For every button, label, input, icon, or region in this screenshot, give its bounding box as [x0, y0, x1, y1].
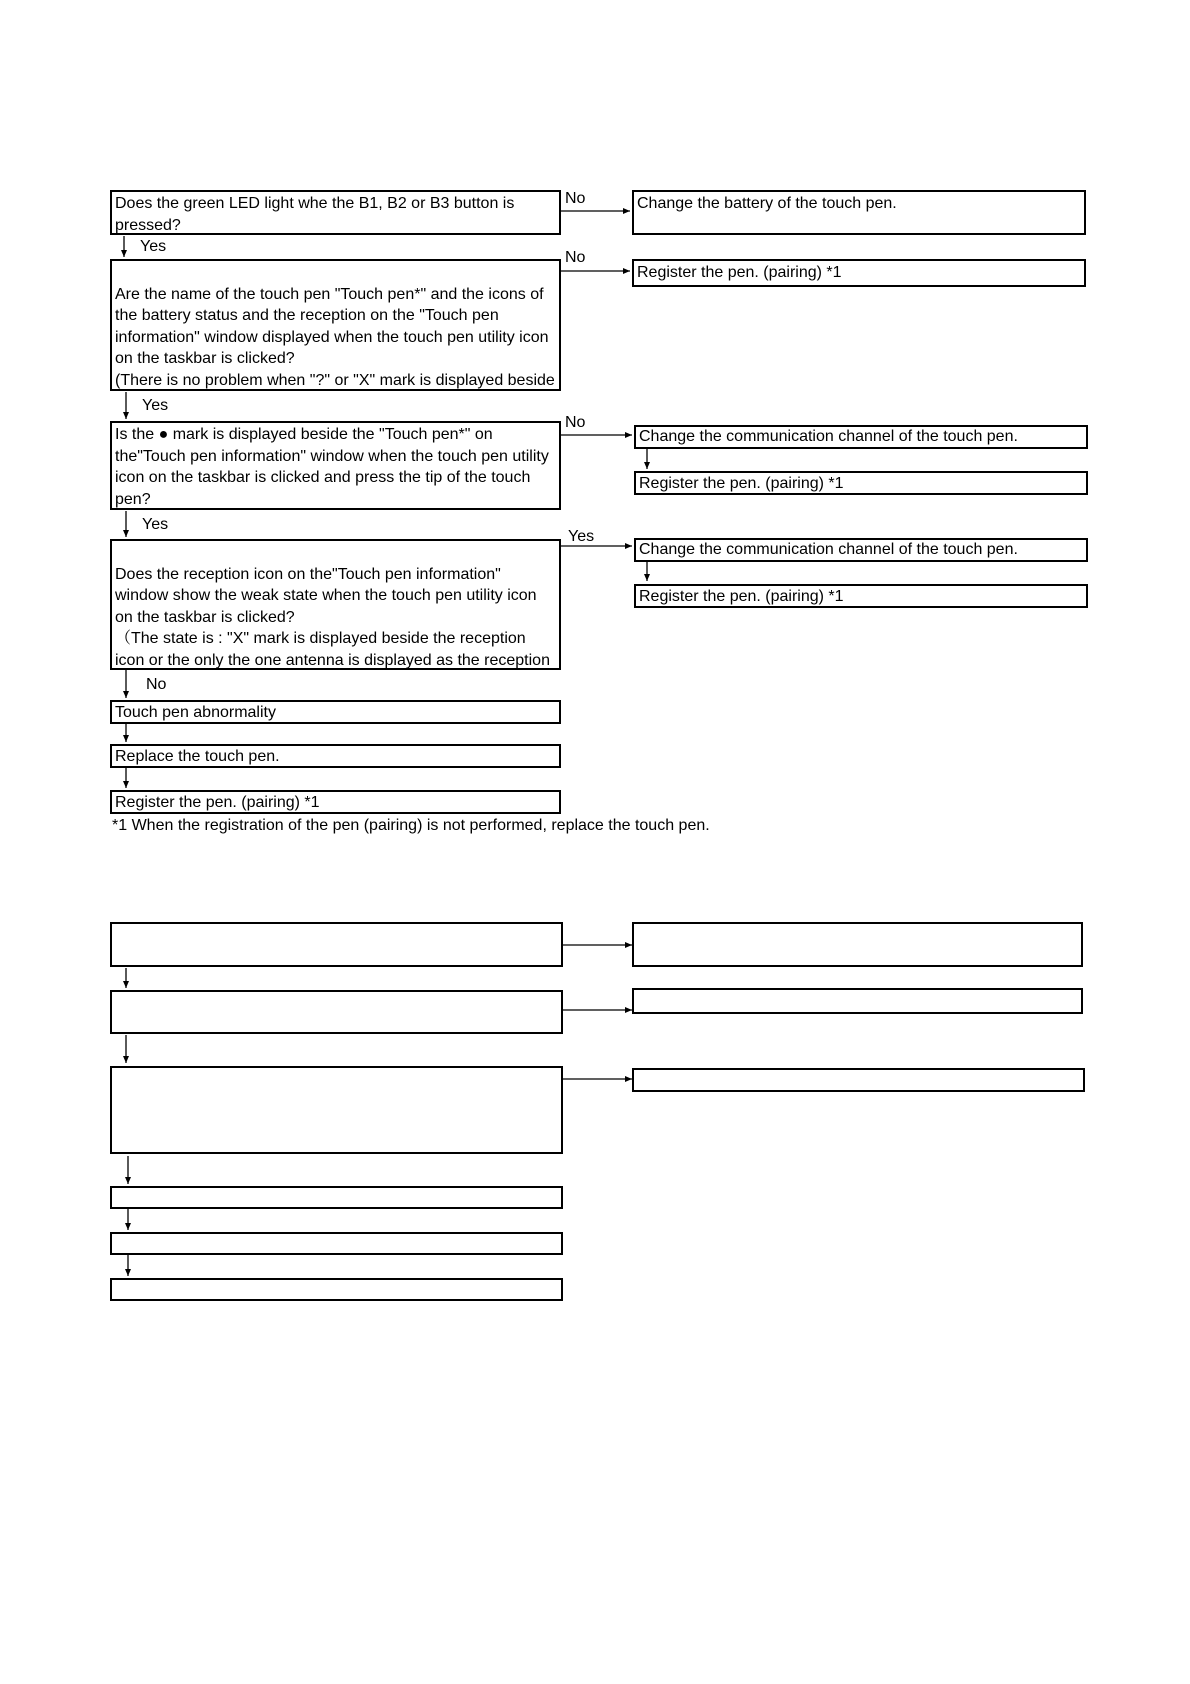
empty-box-q1 [110, 922, 563, 967]
question-1-yes-label: Yes [140, 238, 167, 255]
step-1-text: Touch pen abnormality [115, 704, 276, 721]
question-4-text: Does the reception icon on the"Touch pen information" window show the weak state when the touch pen utility icon on the taskbar is clicked? （The state is : "X" mark is displayed beside the reception icon or the only the one antenna is displayed as the reception [115, 565, 550, 669]
empty-box-q3 [110, 1066, 563, 1154]
answer-3a-text: Change the communication channel of the touch pen. [639, 428, 1018, 445]
empty-box-a1 [632, 922, 1083, 967]
question-2-no-label: No [565, 249, 586, 266]
question-3-yes-label: Yes [142, 516, 169, 533]
answer-1-box [632, 190, 1086, 235]
question-2-yes-label: Yes [142, 397, 169, 414]
question-1-box [110, 190, 561, 235]
answer-3b-text: Register the pen. (pairing) *1 [639, 475, 844, 492]
question-3-text: Is the ● mark is displayed beside the "Touch pen*" on the"Touch pen information" window when the touch pen utility icon on the taskbar is clicked and press the tip of the touch pen? [115, 426, 549, 508]
question-4-no-label: No [146, 676, 167, 693]
step-2-box [110, 744, 561, 768]
question-3-box [110, 421, 561, 510]
step-3-text: Register the pen. (pairing) *1 [115, 794, 320, 811]
empty-box-s1 [110, 1186, 563, 1209]
question-4-yes-label: Yes [568, 528, 595, 545]
step-2-text: Replace the touch pen. [115, 748, 280, 765]
empty-box-s3 [110, 1278, 563, 1301]
answer-2-text: Register the pen. (pairing) *1 [637, 264, 842, 281]
step-3-box [110, 790, 561, 814]
question-2-box [110, 259, 561, 391]
answer-1-text: Change the battery of the touch pen. [637, 195, 897, 212]
empty-box-q2 [110, 990, 563, 1034]
answer-4a-text: Change the communication channel of the touch pen. [639, 541, 1018, 558]
footnote: *1 When the registration of the pen (pairing) is not performed, replace the touch pen. [112, 817, 710, 834]
answer-2-box [632, 259, 1086, 287]
question-1-no-label: No [565, 190, 586, 207]
question-2-text: Are the name of the touch pen "Touch pen*" and the icons of the battery status and the reception on the "Touch pen information" window displayed when the touch pen utility icon on the taskbar is clicked? (There is no problem when "?" or "X" mark is displayed beside [115, 285, 555, 389]
answer-4b-text: Register the pen. (pairing) *1 [639, 588, 844, 605]
answer-3a-box [634, 425, 1088, 449]
answer-3b-box [634, 471, 1088, 495]
empty-box-a3 [632, 1068, 1085, 1092]
question-4-box [110, 539, 561, 670]
answer-4a-box [634, 538, 1088, 562]
empty-box-a2 [632, 988, 1083, 1014]
empty-box-s2 [110, 1232, 563, 1255]
question-1-text: Does the green LED light whe the B1, B2 or B3 button is pressed? [115, 195, 515, 234]
answer-4b-box [634, 584, 1088, 608]
question-3-no-label: No [565, 414, 586, 431]
step-1-box [110, 700, 561, 724]
